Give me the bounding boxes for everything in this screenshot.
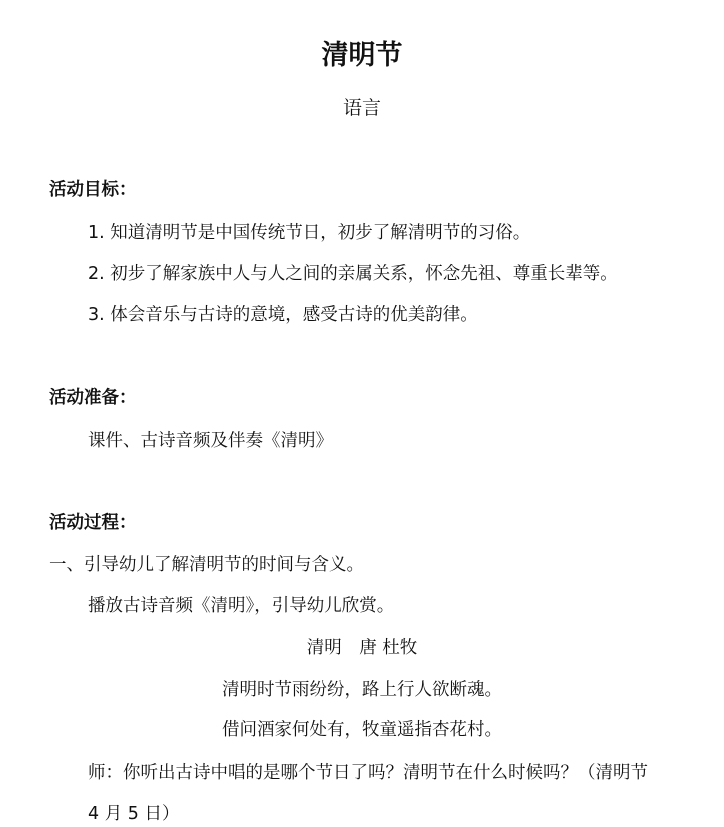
goals-heading: 活动目标： (49, 180, 137, 200)
process-heading: 活动过程： (49, 513, 137, 533)
poem-line-2: 借问酒家何处有，牧童遥指杏花村。 (222, 720, 502, 740)
goal-item-1: 1. 知道清明节是中国传统节日，初步了解清明节的习俗。 (88, 223, 531, 243)
teacher-question-continued: 4 月 5 日） (88, 804, 180, 824)
poem-title: 清明 唐 杜牧 (306, 638, 418, 658)
process-step-1: 一、引导幼儿了解清明节的时间与含义。 (49, 555, 364, 575)
goal-item-3: 3. 体会音乐与古诗的意境，感受古诗的优美韵律。 (88, 305, 478, 325)
play-audio-instruction: 播放古诗音频《清明》，引导幼儿欣赏。 (88, 596, 395, 616)
document-subtitle: 语言 (342, 97, 381, 119)
poem-line-1: 清明时节雨纷纷，路上行人欲断魂。 (222, 680, 502, 700)
preparation-heading: 活动准备： (49, 388, 137, 408)
goal-item-2: 2. 初步了解家族中人与人之间的亲属关系，怀念先祖、尊重长辈等。 (88, 264, 618, 284)
teacher-question: 师：你听出古诗中唱的是哪个节日了吗？清明节在什么时候吗？（清明节 (88, 763, 648, 783)
document-title: 清明节 (321, 40, 403, 71)
preparation-text: 课件、古诗音频及伴奏《清明》 (88, 431, 333, 451)
